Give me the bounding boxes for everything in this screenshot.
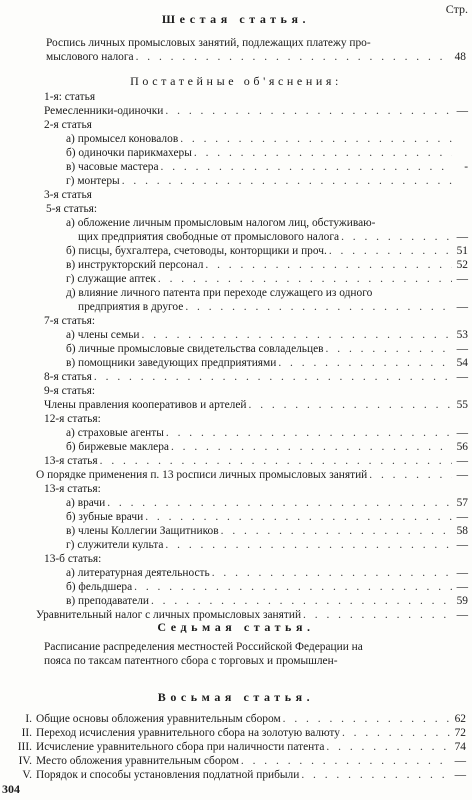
- toc-row: [44, 398, 468, 412]
- page-number: —: [456, 609, 468, 621]
- toc-row-label: а) члены семьи: [66, 329, 140, 341]
- toc-row: [4, 712, 466, 726]
- toc-row-label: г) служащие аптек: [66, 273, 156, 285]
- page-number: 55: [456, 399, 468, 411]
- leader-dots: [326, 740, 450, 754]
- section-six-intro: [0, 36, 466, 64]
- toc-row: [66, 244, 468, 258]
- leader-dots: [185, 300, 452, 314]
- leader-dots: [329, 244, 452, 258]
- roman-numeral: I.: [25, 713, 32, 725]
- leader-dots: [241, 754, 450, 768]
- section-six: [0, 12, 472, 26]
- toc-row-label: Место обложения уравнительным сбором: [36, 755, 239, 767]
- leader-dots: [145, 510, 452, 524]
- article-heading: 9-я статья:: [44, 385, 96, 397]
- toc-row-label: Переход исчисления уравнительного сбора на золотую валюту: [36, 727, 340, 739]
- page-number: 62: [454, 713, 466, 725]
- leader-dots: [369, 468, 452, 482]
- leader-dots: [342, 726, 450, 740]
- page-number: -: [464, 161, 468, 173]
- toc-row-label: б) фельдшера: [66, 581, 133, 593]
- toc-row: [66, 538, 468, 552]
- toc-row-label: г) служители культа: [66, 539, 164, 551]
- toc-row: [66, 342, 468, 356]
- explanations-heading-block: [0, 74, 472, 88]
- page-number: 57: [456, 497, 468, 509]
- leader-dots: [94, 370, 452, 384]
- toc-row: [66, 580, 468, 594]
- leader-dots: [165, 538, 452, 552]
- toc-row-label: Общие основы обложения уравнительным сбором: [36, 713, 281, 725]
- toc-row: [66, 356, 468, 370]
- toc-row-label: б) личные промысловые свидетельства совладельцев: [66, 343, 324, 355]
- toc-row-label: в) члены Коллегии Защитников: [66, 525, 219, 537]
- article-item-multiline: [44, 216, 468, 244]
- toc-row: [44, 454, 468, 468]
- explanations-list: [0, 90, 468, 622]
- leader-dots: [165, 104, 452, 118]
- leader-dots: [171, 440, 452, 454]
- page-number: —: [456, 301, 468, 313]
- intro-line-1: Роспись личных промысловых занятий, подлежащих платежу про-: [46, 37, 371, 49]
- article-heading: 13-б статья:: [44, 553, 102, 565]
- toc-row: [44, 370, 468, 384]
- page-number: 54: [456, 357, 468, 369]
- toc-row: [66, 496, 468, 510]
- toc-row: [4, 740, 466, 754]
- toc-row: [66, 174, 468, 188]
- toc-row-label: г) монтеры: [66, 175, 120, 187]
- toc-row: [66, 160, 468, 174]
- article-items: [44, 496, 468, 552]
- toc-row: [66, 524, 468, 538]
- leader-dots: [100, 454, 452, 468]
- page-number: —: [456, 469, 468, 481]
- page-number: 59: [456, 595, 468, 607]
- leader-dots: [142, 328, 452, 342]
- toc-row: [66, 300, 468, 314]
- article-heading: 7-я статья:: [44, 315, 96, 327]
- page-number: —: [456, 511, 468, 523]
- leader-dots: [151, 594, 452, 608]
- toc-row: [66, 566, 468, 580]
- leader-dots: [161, 160, 452, 174]
- section-seven-line: Расписание распределения местностей Российской Федерации на: [44, 641, 363, 653]
- toc-row-label: б) зубные врачи: [66, 511, 144, 523]
- page-number: 51: [456, 245, 468, 257]
- section-seven-title: Седьмая статья.: [157, 620, 315, 634]
- page-number: —: [456, 455, 468, 467]
- article-heading: 2-я статья: [44, 119, 92, 131]
- toc-row: [36, 468, 468, 482]
- toc-row-label: в) часовые мастера: [66, 161, 159, 173]
- toc-row-label: б) одиночки парикмахеры: [66, 147, 192, 159]
- leader-dots: [180, 132, 452, 146]
- page-footer-number: 304: [2, 782, 20, 796]
- section-seven-line: пояса по таксам патентного сбора с торговых и промышлен-: [44, 655, 338, 667]
- leader-dots: [283, 712, 450, 726]
- toc-row-label: а) обложение личным промысловым налогом лиц, обстуживаю-: [66, 217, 376, 229]
- leader-dots: [134, 580, 452, 594]
- section-eight-title: Восьмая статья.: [157, 690, 315, 704]
- section-seven: [0, 620, 472, 634]
- toc-row-label: в) инструкторский персонал: [66, 259, 204, 271]
- explanations-title: Постатейные об'яснения:: [130, 74, 342, 88]
- toc-row: [44, 104, 468, 118]
- section-six-title: Шестая статья.: [161, 12, 311, 26]
- toc-row: [66, 440, 468, 454]
- roman-numeral: IV.: [18, 755, 32, 767]
- article-heading: 13-я статья:: [44, 483, 101, 495]
- page-column-label: Стр.: [445, 2, 468, 16]
- article-items: [44, 132, 468, 188]
- page-number: —: [454, 769, 466, 781]
- toc-row: [66, 132, 468, 146]
- page-number: 48: [454, 51, 466, 63]
- article-heading: 12-я статья:: [44, 413, 101, 425]
- leader-dots: [326, 342, 452, 356]
- leader-dots: [249, 398, 453, 412]
- roman-numeral: III.: [17, 741, 32, 753]
- toc-row: [66, 230, 468, 244]
- page-number: 52: [456, 259, 468, 271]
- intro-line-2-row: [46, 50, 466, 64]
- toc-row: [66, 594, 468, 608]
- article-items: [44, 328, 468, 370]
- page-number: 53: [456, 329, 468, 341]
- toc-row-label: 8-я статья: [44, 371, 92, 383]
- leader-dots: [278, 356, 452, 370]
- leader-dots: [301, 768, 450, 782]
- article-heading: 1-я: статья: [44, 91, 96, 103]
- toc-row-label: 13-я статья: [44, 455, 98, 467]
- page-number: —: [454, 755, 466, 767]
- section-eight: [0, 690, 472, 704]
- leader-dots: [341, 230, 452, 244]
- toc-row: [66, 510, 468, 524]
- leader-dots: [166, 426, 452, 440]
- page-number: 56: [456, 441, 468, 453]
- toc-row: [4, 768, 466, 782]
- toc-row: [66, 426, 468, 440]
- leader-dots: [221, 524, 452, 538]
- toc-row-label: Исчисление уравнительного сбора при наличности патента: [36, 741, 325, 753]
- article-items: [44, 244, 468, 286]
- toc-row-label: Порядок и способы установления подлатной прибыли: [36, 769, 300, 781]
- leader-dots: [122, 174, 452, 188]
- page-number: 72: [454, 727, 466, 739]
- toc-row-label: Члены правления кооперативов и артелей: [44, 399, 247, 411]
- page-number: —: [456, 273, 468, 285]
- leader-dots: [158, 272, 452, 286]
- page-number: —: [456, 567, 468, 579]
- article-items: [44, 426, 468, 454]
- toc-row-label: щих предприятия свободные от промыслового налога: [78, 231, 340, 243]
- page-number: 74: [454, 741, 466, 753]
- toc-row-label: б) биржевые маклера: [66, 441, 169, 453]
- toc-row-label: в) преподаватели: [66, 595, 149, 607]
- section-seven-text: [0, 640, 468, 668]
- page-number: —: [456, 427, 468, 439]
- toc-row-label: а) промысел коновалов: [66, 133, 179, 145]
- page-number: —: [456, 343, 468, 355]
- toc-row-label: в) помощники заведующих предприятиями: [66, 357, 277, 369]
- leader-dots: [136, 50, 450, 64]
- leader-dots: [194, 146, 452, 160]
- article-item-multiline: [44, 286, 468, 314]
- toc-row-label: д) влияние личного патента при переходе служащего из одного: [66, 287, 373, 299]
- toc-row: [66, 146, 468, 160]
- toc-row: [66, 328, 468, 342]
- toc-row-label: предприятия в другое: [78, 301, 184, 313]
- article-heading: 5-я статья:: [46, 203, 98, 215]
- toc-row: [4, 754, 466, 768]
- article-items: [44, 566, 468, 608]
- article-heading: 3-я статья: [44, 189, 92, 201]
- page-number: —: [456, 105, 468, 117]
- toc-row-label: Уравнительный налог с личных промысловых занятий: [36, 609, 302, 621]
- page-number: —: [456, 539, 468, 551]
- page-number: —: [456, 371, 468, 383]
- leader-dots: [205, 258, 452, 272]
- toc-row-label: О порядке применения п. 13 росписи личных промысловых занятий: [36, 469, 368, 481]
- toc-row-label: а) врачи: [66, 497, 106, 509]
- toc-row-label: а) литературная деятельность: [66, 567, 210, 579]
- toc-row-label: Ремесленники-одиночки: [44, 105, 164, 117]
- toc-row-label: б) писцы, бухгалтера, счетоводы, конторщики и проч.: [66, 245, 327, 257]
- page-number: —: [456, 581, 468, 593]
- roman-numeral: II.: [21, 727, 32, 739]
- toc-row-label: а) страховые агенты: [66, 427, 164, 439]
- roman-numeral: V.: [22, 769, 32, 781]
- page-number: —: [456, 231, 468, 243]
- toc-row: [66, 272, 468, 286]
- intro-line-2: мыслового налога: [46, 51, 134, 63]
- leader-dots: [107, 496, 452, 510]
- page-number: 58: [456, 525, 468, 537]
- toc-row: [66, 258, 468, 272]
- section-eight-list: [0, 712, 466, 782]
- toc-row: [4, 726, 466, 740]
- leader-dots: [212, 566, 452, 580]
